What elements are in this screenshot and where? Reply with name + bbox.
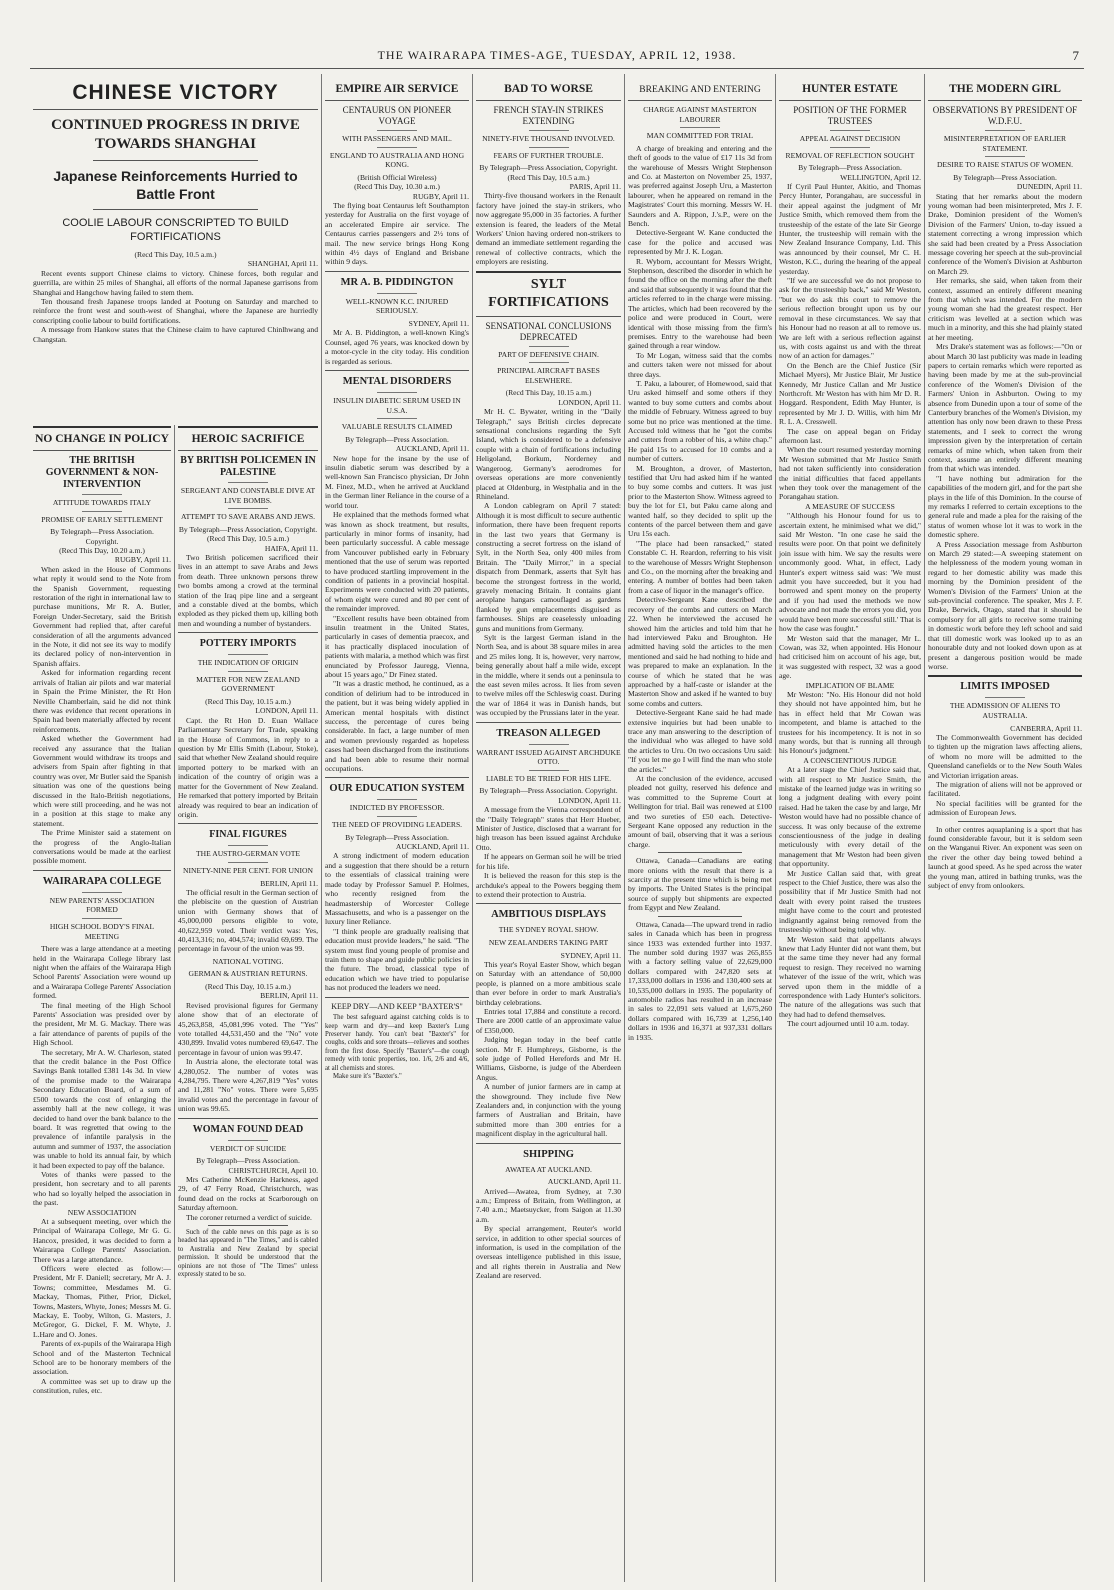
headline: SYLT FORTIFICATIONS [488,276,609,310]
byline: By Telegraph—Press Association. [345,832,449,842]
paragraph: "If we are successful we do not propose to ask for the trusteeship back," said Mr Weston, "but we do ask this court to remove the serious reflection brought upon us by our removal in these circumstances. We say that his Honour had no reason at all to remove us. We are left with a serious reflection against us, with costs against us and with the threat now of an action for damages." [779,276,921,361]
dateline: HAIFA, April 11. [264,543,318,553]
paragraph: When asked in the House of Commons what reply it would send to the Note from the Spanish Government, requesting restoration of the right in international law to purchase munitions, Mr R. A. Butler, Foreign Under-Secretary, said the British Government had replied that, after careful consideration of all the arguments advanced in the Note, it did not see its way to modify its declared policy of non-intervention in Spanish affairs. [33,564,171,668]
paragraph: The secretary, Mr A. W. Charleson, stated that the credit balance in the Post Office Savings Bank totalled £381 14s 3d. In view of the promise made to the Wairarapa Secondary Education Board, of a sum of £500 towards the cost of enlarging the assembly hall at the new college, it was decided to hand over the bank balance to the board. It was regretted that owing to the prevalence of infantile paralysis in the autumn and summer of 1937, the association was unable to hold its annual fair, by which it had been expected to pay off the balance. [33,1047,171,1170]
byline: By Telegraph—Press Association. [345,434,449,444]
column-7 [925,74,1085,1582]
headline: HEROIC SACRIFICE [191,433,305,445]
section-heading: A CONSCIENTIOUS JUDGE [803,755,897,765]
subheadline: ATTEMPT TO SAVE ARABS AND JEWS. [180,512,316,522]
subheadline: ATTITUDE TOWARDS ITALY [52,498,152,507]
subheadline: FEARS OF FURTHER TROUBLE. [493,150,604,160]
column-2 [175,426,321,1582]
advertisement-text: Make sure it's "Baxter's." [333,1073,402,1080]
paragraph: The final meeting of the High School Parents' Association was presided over by the president, Mr M. G. Mackay. There was a fair attendance of parents of pupils of the High School. [33,1000,171,1048]
headline: BAD TO WORSE [504,83,593,95]
recd-line: (Recd This Day, 10.5 a.m.) [507,172,590,182]
column-3 [322,74,472,1582]
paragraph: Recent events support Chinese claims to victory. Chinese forces, both regular and guerrilla, are within 25 miles of Shanghai, all efforts of the normal Japanese garrisons from Shanghai and Hangchow having failed to stem them. [33,268,318,297]
paragraph: "The place had been ransacked," stated Constable C. H. Reardon, referring to his visit to the warehouse of Messrs Wright Stephenson and Co., on the morning after the breaking and entering. A number of bottles had been taken from a case of liquor in the manager's office. [628,538,772,595]
subheadline: CHARGE AGAINST MASTERTON LABOURER [643,105,757,124]
paragraph: The official result in the German section of the plebiscite on the question of Austrian union with Germany shows that of 45,000,000 persons eligible to vote, 40,622,959 voted. Their verdict was: Yes, 40,413,316; no, 404,574; invalid 69,699. The percentage in favour of the union was 99. [178,887,318,954]
paragraph: A message from the Vienna correspondent of the "Daily Telegraph" states that Herr Hueber, Minister of Justice, disclosed that a warrant for high treason has been issued against Archduke Otto. [476,805,621,852]
subheadline: NATIONAL VOTING. [212,956,284,966]
paragraph: Two British policemen sacrificed their lives in an attempt to save Arabs and Jews from death. Three unknown persons threw two bombs among a crowd at the terminal station of the Iraq pipe line and a sergeant and a constable dived at the bombs, which exploded as they picked them up, killing both men and wounding a number of bystanders. [178,553,318,628]
subheadline: THE INDICATION OF ORIGIN [197,658,299,668]
subheadline: PROMISE OF EARLY SETTLEMENT [41,514,163,524]
subheadline: VALUABLE RESULTS CLAIMED [341,422,453,432]
subheadline: BY BRITISH POLICEMEN IN PALESTINE [180,455,316,478]
subheadline: INDICTED BY PROFESSOR. [349,803,445,813]
paragraph: Detective-Sergeant W. Kane conducted the case for the police and accused was represented by Mr J. K. Logan. [628,228,772,257]
paragraph: Mr Weston: "No. His Honour did not hold they should not have appointed him, but he has in effect held that Mr Cowan was incompetent, and blame is attached to the trustees for his incompetency. It is not in so many words, but that is running all through his Honour's judgment." [779,689,921,756]
paragraph: "It was a drastic method, he continued, as a condition of delirium had to be introduced in the patient, but it was being widely applied in American mental hospitals with distinct success, the percentage of cures being considerable. In fact, a large number of men and women previously regarded as hopeless cases had been discharged from the institutions and had been able to resume their normal occupations. [325,679,469,774]
dateline: WELLINGTON, April 12. [840,172,921,182]
paragraph: A strong indictment of modern education and a suggestion that there should be a return to the essentials of classical training were made today by Professor Samuel P. Holmes, who recently resigned from the headmastership of Worcester College Massachusetts, and who is a passenger on the luxury liner Reliance. [325,851,469,927]
byline: By Telegraph—Press Association. [953,172,1057,182]
dateline: RUGBY, April 11. [412,191,469,201]
column-4 [473,74,624,1582]
paragraph: Detective-Sergeant Kane described the recovery of the combs and cutters on March 22. When he interviewed the accused he showed him the articles and told him that he had interviewed Paku and Broughton. He admitted having sold the articles to the men mentioned and said he had nothing to hide and was prepared to make an explanation. In the course of which he stated that he was approached by a half-caste or islander at the Masterton Show and asked if he wanted to buy some combs and cutters. [628,595,772,708]
byline: (British Official Wireless) [357,172,437,182]
paragraph: On the Bench are the Chief Justice (Sir Michael Myers), Mr Justice Blair, Mr Justice Kennedy, Mr Justice Callan and Mr Justice Northcroft. Mr Weston has with him Mr D. R. Hoggard. Respondent, Edith May Hunter, is represented by Mr J. D. Willis, with him Mr R. L. A. Cresswell. [779,360,921,427]
paragraph: He explained that the methods formed what was known as shock treatment, but results, particularly in minor forms of insanity, had been particularly successful. A cable message from Vancouver published early in February mentioned that the use of serum was reported to have produced startling improvement in the condition of patients in a provincial hospital. Experiments were conducted with 20 patients, of whom eight were cured and 80 per cent of the remainder improved. [325,510,469,614]
subheadline: ENGLAND TO AUSTRALIA AND HONG KONG. [329,150,465,170]
subheadline: APPEAL AGAINST DECISION [799,134,901,143]
recd-line: (Recd This Day, 10.15 a.m.) [205,981,291,991]
recd-line: (Recd This Day, 10.15 a.m.) [205,697,291,707]
subheadline: PRINCIPAL AIRCRAFT BASES ELSEWHERE. [497,366,600,385]
dateline: SHANGHAI, April 11. [247,259,318,269]
dateline: DUNEDIN, April 11. [1016,182,1082,192]
headline: CHINESE VICTORY [72,81,279,104]
paragraph: Thirty-five thousand workers in the Renault factory have joined the stay-in strikers, who now aggregate 95,000 in 35 factories. A further extension is feared, the leaders of the Metal Workers' Union having ordered non-strikers to demand an immediate settlement regarding the renewal of collective contracts, which the employers are resisting. [476,191,621,267]
subheadline: DESIRE TO RAISE STATUS OF WOMEN. [936,160,1074,170]
headline: OUR EDUCATION SYSTEM [329,783,465,795]
headline: EMPIRE AIR SERVICE [335,83,459,95]
paragraph: A London cablegram on April 7 stated: Although it is most difficult to secure authentic information, there have been frequent reports in the last two years that Germany is constructing a secret fortress on the island of Sylt, in the North Sea, only 400 miles from Britain. The "Daily Mirror," in a special dispatch from Denmark, asserts that Sylt has become the strongest fortress in the world, gravely menacing Britain. It contains giant aeroplane hangars camouflaged as gardens flanked by gun emplacements disguised as farmhouses. Ships are ceaselessly unloading guns and munitions from Germany. [476,501,621,633]
section-heading: A MEASURE OF SUCCESS [805,501,895,511]
headline: TREASON ALLEGED [496,727,601,739]
paragraph: Entries total 17,884 and constitute a record. There are 2000 cattle of an approximate value of £350,000. [476,1006,621,1035]
dateline: PARIS, April 11. [569,182,621,191]
subheadline: THE ADMISSION OF ALIENS TO AUSTRALIA. [949,701,1061,720]
dateline: LONDON, April 11. [558,795,621,805]
paragraph: Asked whether the Government had received any assurance that the Italian Government would withdraw its troops and advisers from Spain after fighting in that country was over, Mr Butler said the Spanish situation was one of the questions being discussed in the Italo-British negotiations, which were still proceeding, and he was not in a position at this stage to make any statement. [33,734,171,828]
dateline: LONDON, April 11. [558,397,621,407]
dateline: SYDNEY, April 11. [408,319,469,329]
recd-line: (Recd This Day, 10.5 a.m.) [134,250,217,259]
subheadline: NEW ZEALANDERS TAKING PART [488,937,609,947]
paragraph: The flying boat Centaurus left Southampton yesterday for Australia on the first voyage of an accelerated Empire air service. The Centaurus carries passengers and 2½ tons of mail. The new service brings Hong Kong within 4½ days of England and Brisbane within 9 days. [325,201,469,267]
paragraph: Mr Weston said that appellants always knew that Lady Hunter did not want them, but at the same time they never had any formal request to resign. They received no warning whatever of the issue of the writ, which was served upon them in the middle of a correspondence with Lady Hunter's solicitors. The nature of the allegations was such that they had had to defend themselves. [779,934,921,1019]
advertisement-text: The best safeguard against catching colds is to keep warm and dry—and keep Baxter's Lung Preserver handy. You can't beat "Baxter's" for coughs, colds and sore throats—relieves and soothes from the first dose. Specify "Baxter's"—the cough remedy with tonic properties, too. 1/6, 2/6 and 4/6, at all chemists and stores. [325,1014,469,1072]
paragraph: Such of the cable news on this page as is so headed has appeared in "The Times," and is cabled to Australia and New Zealand by special permission. It should be understood that the opinions are not those of "The Times" unless expressly stated to be so. [178,1229,318,1279]
page-number: 7 [1072,48,1080,63]
subheadline: NINETY-FIVE THOUSAND INVOLVED. [482,134,615,143]
recd-line: (Recd This Day, 10.30 a.m.) [354,182,440,192]
paragraph: Stating that her remarks about the modern young woman had been misinterpreted, Mrs J. F. Drake, Dominion president of the Women's Division of the Farmers' Union, to-day issued a statement correcting a wrong impression which she said had been created by a Press Association message covering her speech at the sub-provincial conference of the Women's Division at Ashburton on March 29. [928,191,1082,276]
subheadline: THE NEED OF PROVIDING LEADERS. [331,820,463,830]
headline: THE MODERN GIRL [949,83,1061,95]
paragraph: Mr Justice Callan said that, with great respect to the Chief Justice, there was also the possibility that if Mr Justice Smith had not dealt with every point raised the trustees might have come to the court and protested indignantly against being removed from the trusteeship without being told why. [779,868,921,935]
paragraph: It is believed the reason for this step is the archduke's appeal to the Powers begging them to extend their protection to Austria. [476,871,621,899]
byline: By Telegraph—Press Association, Copyright. [178,524,318,534]
subheadline: FRENCH STAY-IN STRIKES EXTENDING [493,105,604,126]
headline: WAIRARAPA COLLEGE [42,875,162,887]
paragraph: Sylt is the largest German island in the North Sea, and is about 38 square miles in area and 25 miles long. It is, however, very narrow, being generally about half a mile wide, except in the middle, where it sends out a peninsula to the east seven miles across. It lies from seven to twelve miles off the Schleswig coast. During the war of 1864 it was in Danish hands, but was occupied by the Prussians later in the year. [476,633,621,718]
paragraph: "I think people are gradually realising that education must provide leaders," he said. "The system must find young people of promise and train them to shape and guide public policies in the future. The broad, classical type of education which we have tried to popularise has not produced the leaders we need. [325,926,469,993]
subheadline: WARRANT ISSUED AGAINST ARCHDUKE OTTO. [476,747,621,767]
paragraph: This year's Royal Easter Show, which began on Saturday with an attendance of 50,000 people, is planned on a more ambitious scale than ever before in order to mark Australia's birthday celebrations. [476,959,621,1007]
paragraph: When the court resumed yesterday morning Mr Weston submitted that Mr Justice Smith had not taken sufficiently into consideration the initial difficulties that faced appellants when they took over the management of the Porangahau station. [779,445,921,502]
dateline: AUCKLAND, April 11. [547,1177,621,1187]
paragraph: If Cyril Paul Hunter, Akitio, and Thomas Percy Hunter, Porangahau, are successful in their appeal against the judgment of Mr Justice Smith, which removed them from the trusteeship of the estate of the late Sir George Hunter, the trusteeship will remain with the New Zealand Insurance Company, Ltd. This was announced by their counsel, Mr C. H. Weston, K.C., during the hearing of the appeal yesterday. [779,182,921,276]
subheadline: AWATEA AT AUCKLAND. [505,1164,592,1174]
headline: MENTAL DISORDERS [342,376,452,388]
paragraph: A charge of breaking and entering and the theft of goods to the value of £17 11s 3d from the warehouse of Messrs Wright Stephenson and Co. at Masterton on November 25, 1937, was preferred against Joseph Uru, a Masterton labourer, when he appeared on remand in the Magistrates' Court this morning. Messrs W. H. Saunders and A. Rippon, J.'s.P., were on the Bench. [628,143,772,229]
paragraph: Parents of ex-pupils of the Wairarapa High School and of the Masterton Technical School are to be honorary members of the association. [33,1339,171,1377]
headline: WOMAN FOUND DEAD [192,1123,304,1135]
headline: SHIPPING [523,1148,574,1160]
paragraph: Mr A. B. Piddington, a well-known King's Counsel, aged 76 years, was knocked down by a motor-cycle in the city today. His condition is regarded as serious. [325,328,469,366]
paragraph: Capt. the Rt Hon D. Euan Wallace Parliamentary Secretary for Trade, speaking in the House of Commons, in reply to a question by Mr Ellis Smith (Labour, Stoke), said that whether New Zealand should require imported pottery to be marked with an indication of the country of origin was a matter for the Government of New Zealand. He remarked that pottery imported by Britain already was required to bear an indication of origin. [178,715,319,819]
headline: AMBITIOUS DISPLAYS [491,909,606,921]
subheadline: MATTER FOR NEW ZEALAND GOVERNMENT [196,674,300,694]
subheadline: CONTINUED PROGRESS IN DRIVE TOWARDS SHANGHAI [51,117,300,152]
subheadline: LIABLE TO BE TRIED FOR HIS LIFE. [485,773,612,783]
paragraph: The migration of aliens will not be approved or facilitated. [928,779,1082,799]
dateline: BERLIN, April 11. [260,878,318,888]
masthead [30,48,1084,69]
byline: By Telegraph—Press Association, Copyright. [479,163,618,173]
paragraph: Ten thousand fresh Japanese troops landed at Pootung on Saturday and marched to reinforce the front west and south-west of Shanghai, where the Japanese are hurriedly conscripting coolie labour to build fortifications. [33,297,318,325]
dateline: CHRISTCHURCH, April 10. [228,1165,318,1175]
paragraph: Revised provisional figures for Germany alone show that of an electorate of 45,263,858, 45,081,996 voted. The "Yes" vote totalled 44,531,450 and the "No" vote 430,899. Invalid votes numbered 69,647. The percentage in favour of union was 99.47. [178,1000,318,1057]
paragraph: Mrs Catherine McKenzie Harkness, aged 29, of 47 Ferry Road, Christchurch, was found dead on the rocks at Scarborough on Saturday afternoon. [178,1175,318,1213]
subheadline: INSULIN DIABETIC SERUM USED IN U.S.A. [333,396,461,415]
subheadline: OBSERVATIONS BY PRESIDENT OF W.D.F.U. [932,105,1078,126]
section-heading: NEW ASSOCIATION [67,1207,137,1217]
subheadline: Japanese Reinforcements Hurried to Battle Front [53,168,298,202]
paragraph: "Although his Honour found for us to ascertain extent, he minimised what we did," said Mr Weston. "In one case he said the results were poor. On that point we definitely join issue with him. We say the results were uncommonly good. What, in effect, Lady Hunter's expert witness said was: 'We must admit you have succeeded, but it you had borrowed and spent money on the property and if you had used the methods we now advocate and not made the errors you did, you would have been more successful still.' That is how the case was fought." [779,511,921,634]
headline: HUNTER ESTATE [802,83,898,95]
subheadline: REMOVAL OF REFLECTION SOUGHT [785,150,915,160]
paragraph: Her remarks, she said, when taken from their context, assumed an entirely different meaning from that which was intended. For the modern young woman she had the greatest respect. Her criticism was levelled at a section which was much in a minority, and this she had plainly stated at her meeting. [928,276,1082,342]
recd-line: (Recd This Day, 10.15 a.m.) [505,388,592,398]
column-1 [30,426,174,1582]
headline: NO CHANGE IN POLICY [35,433,169,445]
headline: FINAL FIGURES [209,829,287,841]
paragraph: If he appears on German soil he will be tried for his life. [476,852,621,871]
masthead-title: THE WAIRARAPA TIMES-AGE, TUESDAY, APRIL 12, 1938. [377,48,737,62]
paragraph: The court adjourned until 10 a.m. today. [787,1019,910,1029]
subheadline: SENSATIONAL CONCLUSIONS DEPRECATED [485,320,612,342]
subheadline: MISINTERPRETATION OF EARLIER STATEMENT. [943,134,1067,153]
subheadline: POSITION OF THE FORMER TRUSTEES [793,105,907,126]
dateline: CANBERRA, April 11. [1010,723,1082,733]
headline: MR A. B. PIDDINGTON [340,276,454,288]
headline: LIMITS IMPOSED [960,681,1050,693]
subheadline: WITH PASSENGERS AND MAIL. [342,134,452,143]
paragraph: A message from Hankow states that the Chinese claim to have captured Chinlhwang and Changstan. [33,325,318,344]
paragraph: A committee was set up to draw up the constitution, rules, etc. [33,1376,171,1396]
paragraph: Mr H. C. Bywater, writing in the "Daily Telegraph," says British circles deprecate sensational conclusions regarding the Sylt Island, which is considered to be a defensive couple with a chain of fortifications including Heligoland, Borkum, Norderney and Wangeroog. Germany's aerodromes for overseas operations are more conveniently placed at Oldenburg, in Westphalia and in the Rhineland. [476,407,621,501]
paragraph: "Excellent results have been obtained from insulin treatment in the United States, particularly in cases of dementia praecox, and it has practically displaced inoculation of patients with malaria, a method which was first enunciated by Professor Jauregg, Vienna, about 15 years ago," Dr Finez stated. [325,613,469,679]
dateline: AUCKLAND, April 11. [395,444,469,454]
paragraph: No special facilities will be granted for the admission of European Jews. [928,798,1082,818]
subheadline: THE BRITISH GOVERNMENT & NON-INTERVENTION [45,455,159,490]
subheadline: NINETY-NINE PER CENT. FOR UNION [183,865,313,875]
dateline: AUCKLAND, April 11. [395,842,469,852]
subheadline: VERDICT OF SUICIDE [209,1143,287,1153]
subheadline: NEW PARENTS' ASSOCIATION FORMED [49,895,155,915]
dateline: RUGBY, April 11. [114,555,171,565]
byline: By Telegraph—Press Association. Copyright. [50,527,154,546]
subheadline: CENTAURUS ON PIONEER VOYAGE [342,105,452,126]
headline: POTTERY IMPORTS [199,638,297,650]
paragraph: The Commonwealth Government has decided to tighten up the migration laws affecting aliens, of whom no more will be admitted to the Queensland canefields or to the New South Wales and Victorian irrigation areas. [928,732,1082,780]
paragraph: To Mr Logan, witness said that the combs and cutters taken were not missed for about three days. [628,350,772,379]
paragraph: "I have nothing but admiration for the capabilities of the modern girl, and for the part she plays in the life of this Dominion. In the course of my remarks I referred to certain exceptions to the general rule and made a plea for the raising of the status of women whose lot it was to work in the domestic sphere. [928,473,1082,540]
paragraph: The coroner returned a verdict of suicide. [186,1212,312,1222]
dateline: BERLIN, April 11. [260,991,318,1001]
paragraph: A number of junior farmers are in camp at the showground. They include five New Zealanders and, in conjunction with the young farmers of Australian and Britain, have submitted more than 300 entries for a magnificent display in the agricultural hall. [476,1082,621,1139]
paragraph: The case on appeal began on Friday afternoon last. [779,426,921,445]
byline: By Telegraph—Press Association. [798,163,902,173]
byline: By Telegraph—Press Association. Copyright. [479,786,618,796]
dateline: SYDNEY, April 11. [560,950,621,960]
paragraph: There was a large attendance at a meeting held in the Wairarapa College library last night when the affairs of the Wairarapa High School Parents' Association were wound up and a Wairarapa College Parents' Association formed. [33,944,171,1001]
subheadline: COOLIE LABOUR CONSCRIPTED TO BUILD FORTIFICATIONS [62,217,289,243]
recd-line: (Recd This Day, 10.5 a.m.) [206,534,290,544]
paragraph: Mr Weston said that the manager, Mr L. Cowan, was 32, when appointed. His Honour had criticised him on account of his age, but, it was suggested with respect, 32 was a good age. [779,633,921,681]
byline: By Telegraph—Press Association. [196,1156,300,1166]
paragraph: Ottawa, Canada—The upward trend in radio sales in Canada which has been in progress since 1933 was extended further into 1937. The number sold during 1937 was 265,855 with a factory selling value of 22,629,000 dollars compared with 247,820 sets at 17,333,000 dollars in 1936 and 130,400 sets at 10,535,000 dollars in 1935. The popularity of automobile radios has resulted in an increase in sales to 22,091 sets valued at 1,675,260 dollars compared with 16,739 at 1,256,140 dollars in 1936 and 16,371 at 937,331 dollars in 1935. [628,919,772,1042]
paragraph: Officers were elected as follow:—President, Mr F. Daniell; secretary, Mr A. J. Towns; committee, Mesdames M. G. Mackay, Thomas, Pither, Prior, Dickel, Towns, Masters, Whyte, Jones; Messrs M. G. Mackay, E. Tooby, Wilton, G. Masters, J. McGregor, G. Dickel, F. M. Whyte, J. L.Hare and O. Jones. [33,1264,171,1339]
paragraph: In other centres aquaplaning is a sport that has found considerable favour, but it is seldom seen on the Wanganui River. An exponent was seen on the river the other day being towed behind a launch at good speed. As he sped across the water the young man, attired in bathing trunks, was the subject of envy from onlookers. [928,824,1082,890]
subheadline: THE SYDNEY ROYAL SHOW. [498,925,599,935]
subheadline: MAN COMMITTED FOR TRIAL [646,131,754,141]
dateline: LONDON, April 11. [255,706,318,716]
paragraph: By special arrangement, Reuter's world service, in addition to other special sources of information, is used in the compilation of the overseas intelligence published in this issue, and all rights therein in Australia and New Zealand are reserved. [476,1224,621,1281]
paragraph: T. Paku, a labourer, of Homewood, said that Uru asked himself and some others if they wanted to buy some cutters and combs about the middle of February. Witness agreed to buy some but no price was mentioned at the time. Accused told witness that he "got the combs and cutters from a robber of his, a white chap." He paid 15s to accused for 10 combs and a number of cutters. [628,378,772,464]
headline: BREAKING AND ENTERING [639,85,761,95]
paragraph: M. Broughton, a drover, of Masterton, testified that Uru had asked him if he wanted to buy some combs and cutters. It was just prior to the Masterton Show. Witness agreed to buy the lot for £1, but Paku came along and wanted half, so they decided to split up the contents of the parcel between them and gave Uru 15s each. [628,463,772,539]
advertisement-heading: KEEP DRY—AND KEEP "BAXTER'S" [331,1001,463,1011]
paragraph: Arrived—Awatea, from Sydney, at 7.30 a.m.; Empress of Britain, from Wellington, at 7.40 a.m.; Maetsuycker, from Saigon at 11.30 a.m. [476,1186,621,1224]
recd-line: (Recd This Day, 10.20 a.m.) [59,546,145,555]
subheadline: WELL-KNOWN K.C. INJURED SERIOUSLY. [345,296,449,316]
paragraph: In Austria alone, the electorate total was 4,280,052. The number of votes was 4,284,795. There were 4,267,819 "Yes" votes and 11,281 "No" votes. There were 5,695 invalid votes and the percentage in favour of union was 99.65. [178,1057,318,1114]
paragraph: Votes of thanks were passed to the president, hon secretary and to all parents who had so loyally helped the association in the past. [33,1169,171,1208]
paragraph: Ottawa, Canada—Canadians are eating more onions with the result that there is a scarcity at the present time which is being met by imports. The United States is the principal source of supply but shipments are expected from Egypt and New Zealand. [628,856,772,913]
paragraph: Mrs Drake's statement was as follows:—"On or about March 30 last publicity was made in leading papers to certain remarks which were reported as having been made by me at the sub-provincial conference of the Women's Division of the Farmers' Union in Ashburton. Owing to my absence from Dunedin upon a tour of some of the Canterbury branches of the Women's Division, my attention has only now been drawn to these Press statements, and I seek to correct the wrong impression given by the interpretation of certain remarks of mine which, when taken from their context, assume an entirely different meaning from that which was intended. [928,342,1082,474]
paragraph: New hope for the insane by the use of insulin diabetic serum was described by a well-known San Francisco physician, Dr John M. Finez, M.D., when he arrived at Auckland in the German liner Reliance in the course of a world tour. [325,453,469,510]
paragraph: The Prime Minister said a statement on the progress of the Anglo-Italian conversations would be made at the earliest possible moment. [33,828,171,866]
subheadline: PART OF DEFENSIVE CHAIN. [498,349,599,359]
column-6 [776,74,924,1582]
section-heading: IMPLICATION OF BLAME [805,680,895,690]
paragraph: A Press Association message from Ashburton on March 29 stated:—A sweeping statement on the helplessness of the modern young woman in regard to her domestic ability was made this morning by the Dominion president of the Women's Division of the Farmers' Union at the sub-provincial conference. The speaker, Mrs J. F. Drake, Berwick, Otago, stated that it should be compulsory for all girls to receive some training in domestic work before they left school and said that till domestic work was looked up to as an honourable duty and not looked down upon as at present a dangerous position would be made worse. [928,539,1082,671]
column-5 [625,74,775,1582]
paragraph: At the conclusion of the evidence, accused pleaded not guilty, reserved his defence and was committed to the Supreme Court at Wellington for trial. Bail was renewed at £100 and two sureties of £50 each. Detective-Sergeant Kane opposed any reduction in the amount of bail, observing that it was a serious charge. [628,774,772,849]
subheadline: HIGH SCHOOL BODY'S FINAL MEETING [49,922,155,941]
paragraph: At a subsequent meeting, over which the Principal of Wairarapa College, Mr G. G. Hancox, presided, it was decided to form a Wairarapa College Parents' Association. There was a large attendance. [33,1216,171,1264]
article-chinese-victory [30,74,321,422]
subheadline: SERGEANT AND CONSTABLE DIVE AT LIVE BOMBS. [180,486,316,505]
paragraph: Asked for information regarding recent arrivals of Italian air pilots and war material in Spain the Prime Minister, the Rt Hon Neville Chamberlain, said he did not think there was evidence that recent operations in Spain had been materially affected by recent reinforcements. [33,668,171,734]
subheadline: GERMAN & AUSTRIAN RETURNS. [188,969,308,979]
paragraph: At a later stage the Chief Justice said that, with all respect to Mr Justice Smith, the mistake of the learned judge was in writing so long a judgment dealing with every point raised. Had he taken the case by and large, Mr Weston would have had no possible chance of success. It was only because of the extreme conscientiousness of the judge in dealing meticulously with every detail of the management that Mr Weston had been given that opportunity. [779,765,921,869]
paragraph: Detective-Sergeant Kane said he had made extensive inquiries but had been unable to trace any man answering to the description of the individual who was alleged to have sold the articles to Uru. On two occasions Uru said: "If you let me go I will find the man who stole the articles." [628,708,772,774]
paragraph: R. Wyborn, accountant for Messrs Wright, Stephenson, described the disorder in which he found the office on the morning after the theft and said that subsequently it was found that the articles referred to in the charge were missing. The articles, which had been recovered by the police and were produced in Court, were identical with those missing from the firm's premises. Entry to the warehouse had been gained through a rear window. [628,256,772,351]
paragraph: Judging began today in the beef cattle section. Mr F. Humphreys, Gisborne, is the sole judge of Polled Herefords and Mr H. Williams, Gisborne, is judge of the Aberdeen Angus. [476,1035,621,1082]
subheadline: THE AUSTRO-GERMAN VOTE [195,849,301,859]
